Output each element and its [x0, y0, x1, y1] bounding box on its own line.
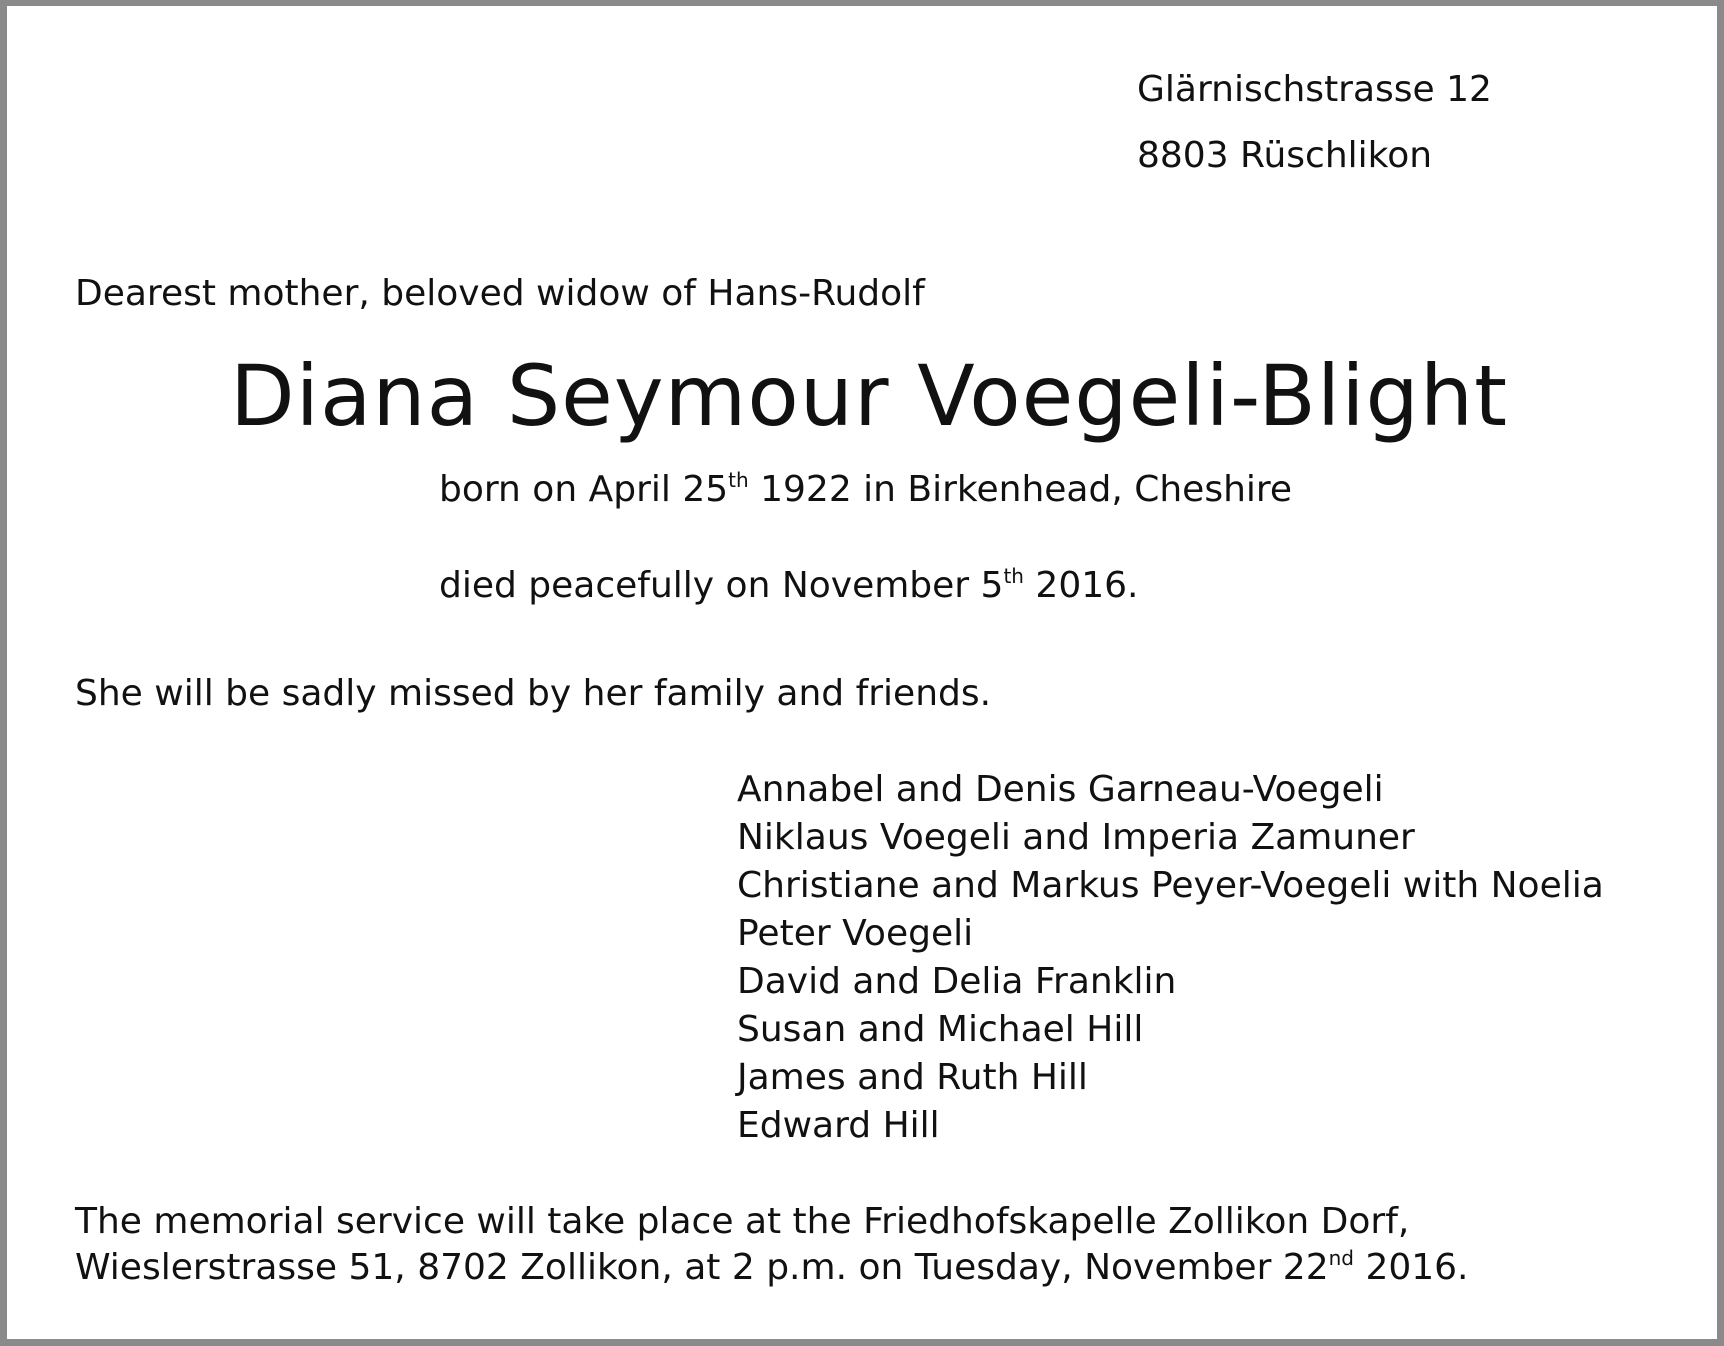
mourners-list	[737, 766, 1604, 1150]
mourner-item: Annabel and Denis Garneau-Voegeli	[737, 769, 1384, 810]
birth-ordinal: th	[728, 468, 749, 492]
death-line	[439, 564, 1139, 608]
address-street: Glärnischstrasse 12	[1137, 69, 1492, 110]
death-date-text: died peacefully on November 5	[439, 565, 1004, 606]
memorial-year-text: 2016.	[1354, 1247, 1469, 1288]
mourner-item: Edward Hill	[737, 1105, 940, 1146]
mourner-item: David and Delia Franklin	[737, 961, 1177, 1002]
intro-line: Dearest mother, beloved widow of Hans-Rudolf	[75, 273, 925, 314]
mourner-item: Peter Voegeli	[737, 913, 974, 954]
deceased-name: Diana Seymour Voegeli-Blight	[229, 347, 1509, 445]
mourner-item: Susan and Michael Hill	[737, 1009, 1144, 1050]
birth-place-text: 1922 in Birkenhead, Cheshire	[748, 469, 1293, 510]
memorial-date-text: Wieslerstrasse 51, 8702 Zollikon, at 2 p.m. on Tuesday, November 22	[75, 1247, 1329, 1288]
mourner-item: Niklaus Voegeli and Imperia Zamuner	[737, 817, 1415, 858]
birth-date-text: born on April 25	[439, 469, 729, 510]
mourner-item: James and Ruth Hill	[737, 1057, 1088, 1098]
memorial-line-1: The memorial service will take place at the Friedhofskapelle Zollikon Dorf,	[75, 1201, 1410, 1242]
memorial-ordinal: nd	[1328, 1246, 1354, 1270]
death-year-text: 2016.	[1023, 565, 1139, 606]
death-ordinal: th	[1003, 564, 1024, 588]
memorial-line-2	[75, 1246, 1469, 1290]
mourner-item: Christiane and Markus Peyer-Voegeli with Noelia	[737, 865, 1604, 906]
missed-line: She will be sadly missed by her family and friends.	[75, 673, 992, 714]
address-city: 8803 Rüschlikon	[1137, 135, 1433, 176]
birth-line	[439, 468, 1292, 512]
